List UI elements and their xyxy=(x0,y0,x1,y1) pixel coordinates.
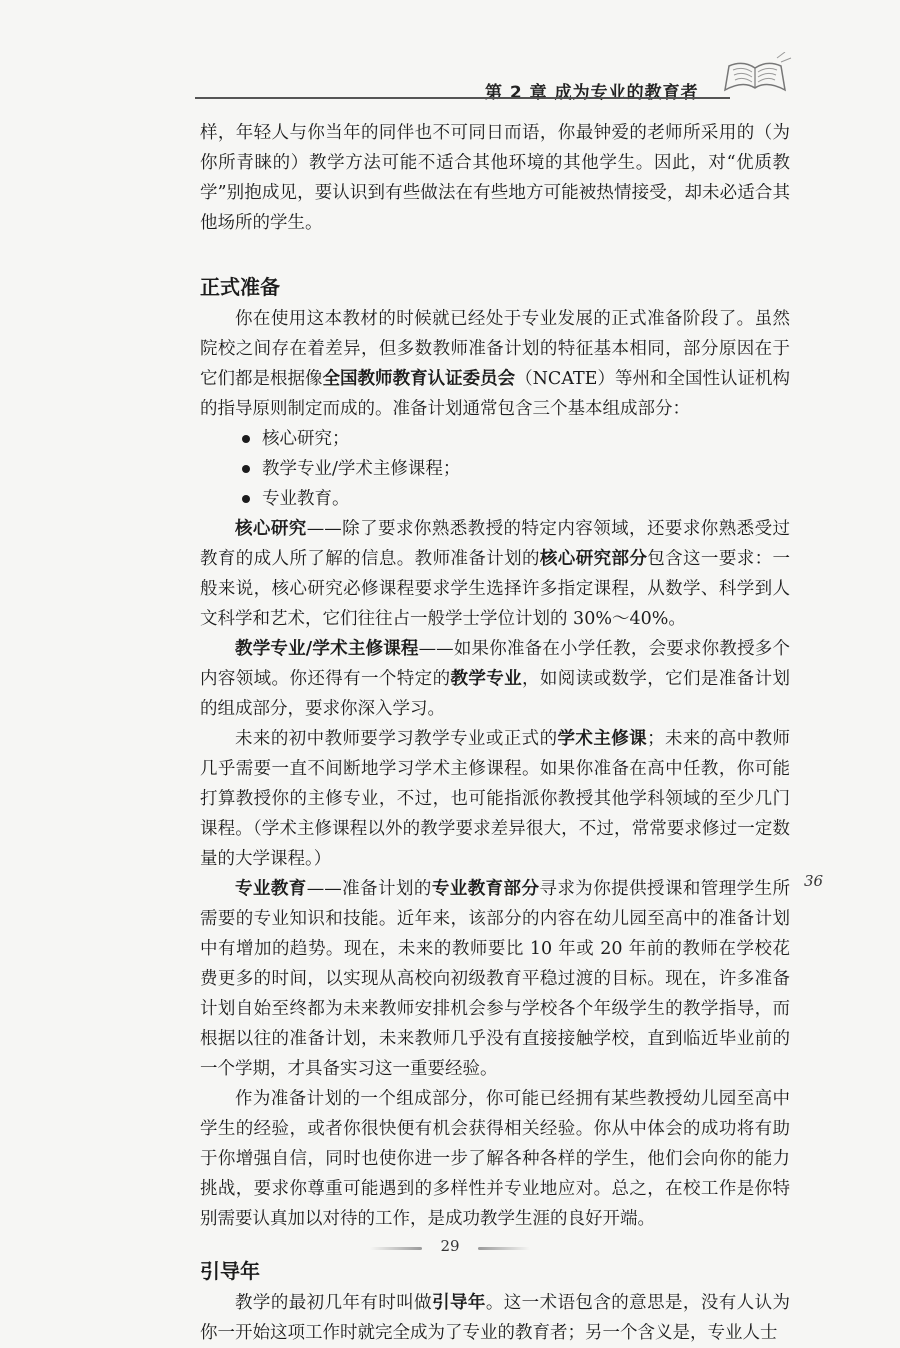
paragraph-induction-years: 教学的最初几年有时叫做引导年。这一术语包含的意思是，没有人认为你一开始这项工作时就完全成为了专业的教育者；另一个含义是，专业人士 xyxy=(200,1293,791,1343)
bold-term-core-part: 核心研究部分 xyxy=(539,549,648,569)
page-body xyxy=(200,118,790,1348)
bold-term-ncate: 全国教师教育认证委员会 xyxy=(322,369,516,389)
bold-term-core-studies: 核心研究 xyxy=(235,519,307,539)
header-rule xyxy=(195,97,730,99)
margin-page-reference: 36 xyxy=(804,872,824,890)
paragraph-core-studies: 核心研究——除了要求你熟悉教授的特定内容领域，还要求你熟悉受过教育的成人所了解的信息。教师准备计划的核心研究部分包含这一要求：一般来说，核心研究必修课程要求学生选择许多指定课程，从数学、科学到人文科学和艺术，它们往往占一般学士学位计划的 30%～40%。 xyxy=(200,519,791,629)
footer-ornament-right xyxy=(478,1247,530,1250)
list-item: 教学专业/学术主修课程； xyxy=(242,454,790,484)
bullet-icon xyxy=(242,495,250,503)
page-footer xyxy=(370,1236,530,1260)
page-number: 29 xyxy=(440,1237,460,1255)
section-heading-induction-years: 引导年 xyxy=(200,1259,260,1283)
bullet-icon xyxy=(242,435,250,443)
footer-ornament-left xyxy=(370,1247,422,1250)
bold-term-teaching-major: 教学专业/学术主修课程 xyxy=(235,639,419,659)
list-item: 专业教育。 xyxy=(242,484,790,514)
paragraph-professional-education: 专业教育——准备计划的专业教育部分寻求为你提供授课和管理学生所需要的专业知识和技能。近年来，该部分的内容在幼儿园至高中的准备计划中有增加的趋势。现在，未来的教师要比 10 年或 20 年前的教师在学校花费更多的时间，以实现从高校向初级教育平稳过渡的目标。现在，许多准备计划自始至终都为未来教师安排机会参与学校各个年级学生的教学指导，而根据以往的准备计划，未来教师几乎没有直接接触学校，直到临近毕业前的一个学期，才具备实习这一重要经验。 xyxy=(200,879,791,1079)
intro-paragraph: 样，年轻人与你当年的同伴也不可同日而语，你最钟爱的老师所采用的（为你所青睐的）教学方法可能不适合其他环境的其他学生。因此，对“优质教学”别抱成见，要认识到有些做法在有些地方可能被热情接受，却未必适合其他场所的学生。 xyxy=(200,123,790,233)
bold-term-professional-part: 专业教育部分 xyxy=(431,879,540,899)
paragraph-field-experience: 作为准备计划的一个组成部分，你可能已经拥有某些教授幼儿园至高中学生的经验，或者你很快便有机会获得相关经验。你从中体会的成功将有助于你增强自信，同时也使你进一步了解各种各样的学生，他们会向你的能力挑战，要求你尊重可能遇到的多样性并专业地应对。总之，在校工作是你特别需要认真加以对待的工作，是成功教学生涯的良好开端。 xyxy=(200,1089,790,1229)
bold-term-induction-years: 引导年 xyxy=(432,1293,486,1313)
components-list xyxy=(200,424,790,514)
bullet-icon xyxy=(242,465,250,473)
paragraph-future-teachers: 未来的初中教师要学习教学专业或正式的学术主修课；未来的高中教师几乎需要一直不间断地学习学术主修课程。如果你准备在高中任教，你可能打算教授你的主修专业，不过，也可能指派你教授其他学科领域的至少几门课程。（学术主修课程以外的教学要求差异很大，不过，常常要求修过一定数量的大学课程。） xyxy=(200,729,791,869)
list-item: 核心研究； xyxy=(242,424,790,454)
running-header xyxy=(195,52,795,102)
paragraph-formal-preparation: 你在使用这本教材的时候就已经处于专业发展的正式准备阶段了。虽然院校之间存在着差异，但多数教师准备计划的特征基本相同，部分原因在于它们都是根据像全国教师教育认证委员会（NCATE）等州和全国性认证机构的指导原则制定而成的。准备计划通常包含三个基本组成部分： xyxy=(200,309,791,419)
open-book-icon xyxy=(715,52,795,102)
bold-term-teaching-specialty: 教学专业 xyxy=(450,669,523,689)
paragraph-teaching-major: 教学专业/学术主修课程——如果你准备在小学任教，会要求你教授多个内容领域。你还得有一个特定的教学专业，如阅读或数学，它们是准备计划的组成部分，要求你深入学习。 xyxy=(200,639,790,719)
bold-term-professional-education: 专业教育 xyxy=(235,879,307,899)
chapter-title: 第 2 章 成为专业的教育者 xyxy=(485,83,699,103)
section-heading-formal-preparation: 正式准备 xyxy=(200,275,280,299)
bold-term-academic-major: 学术主修课 xyxy=(557,729,648,749)
